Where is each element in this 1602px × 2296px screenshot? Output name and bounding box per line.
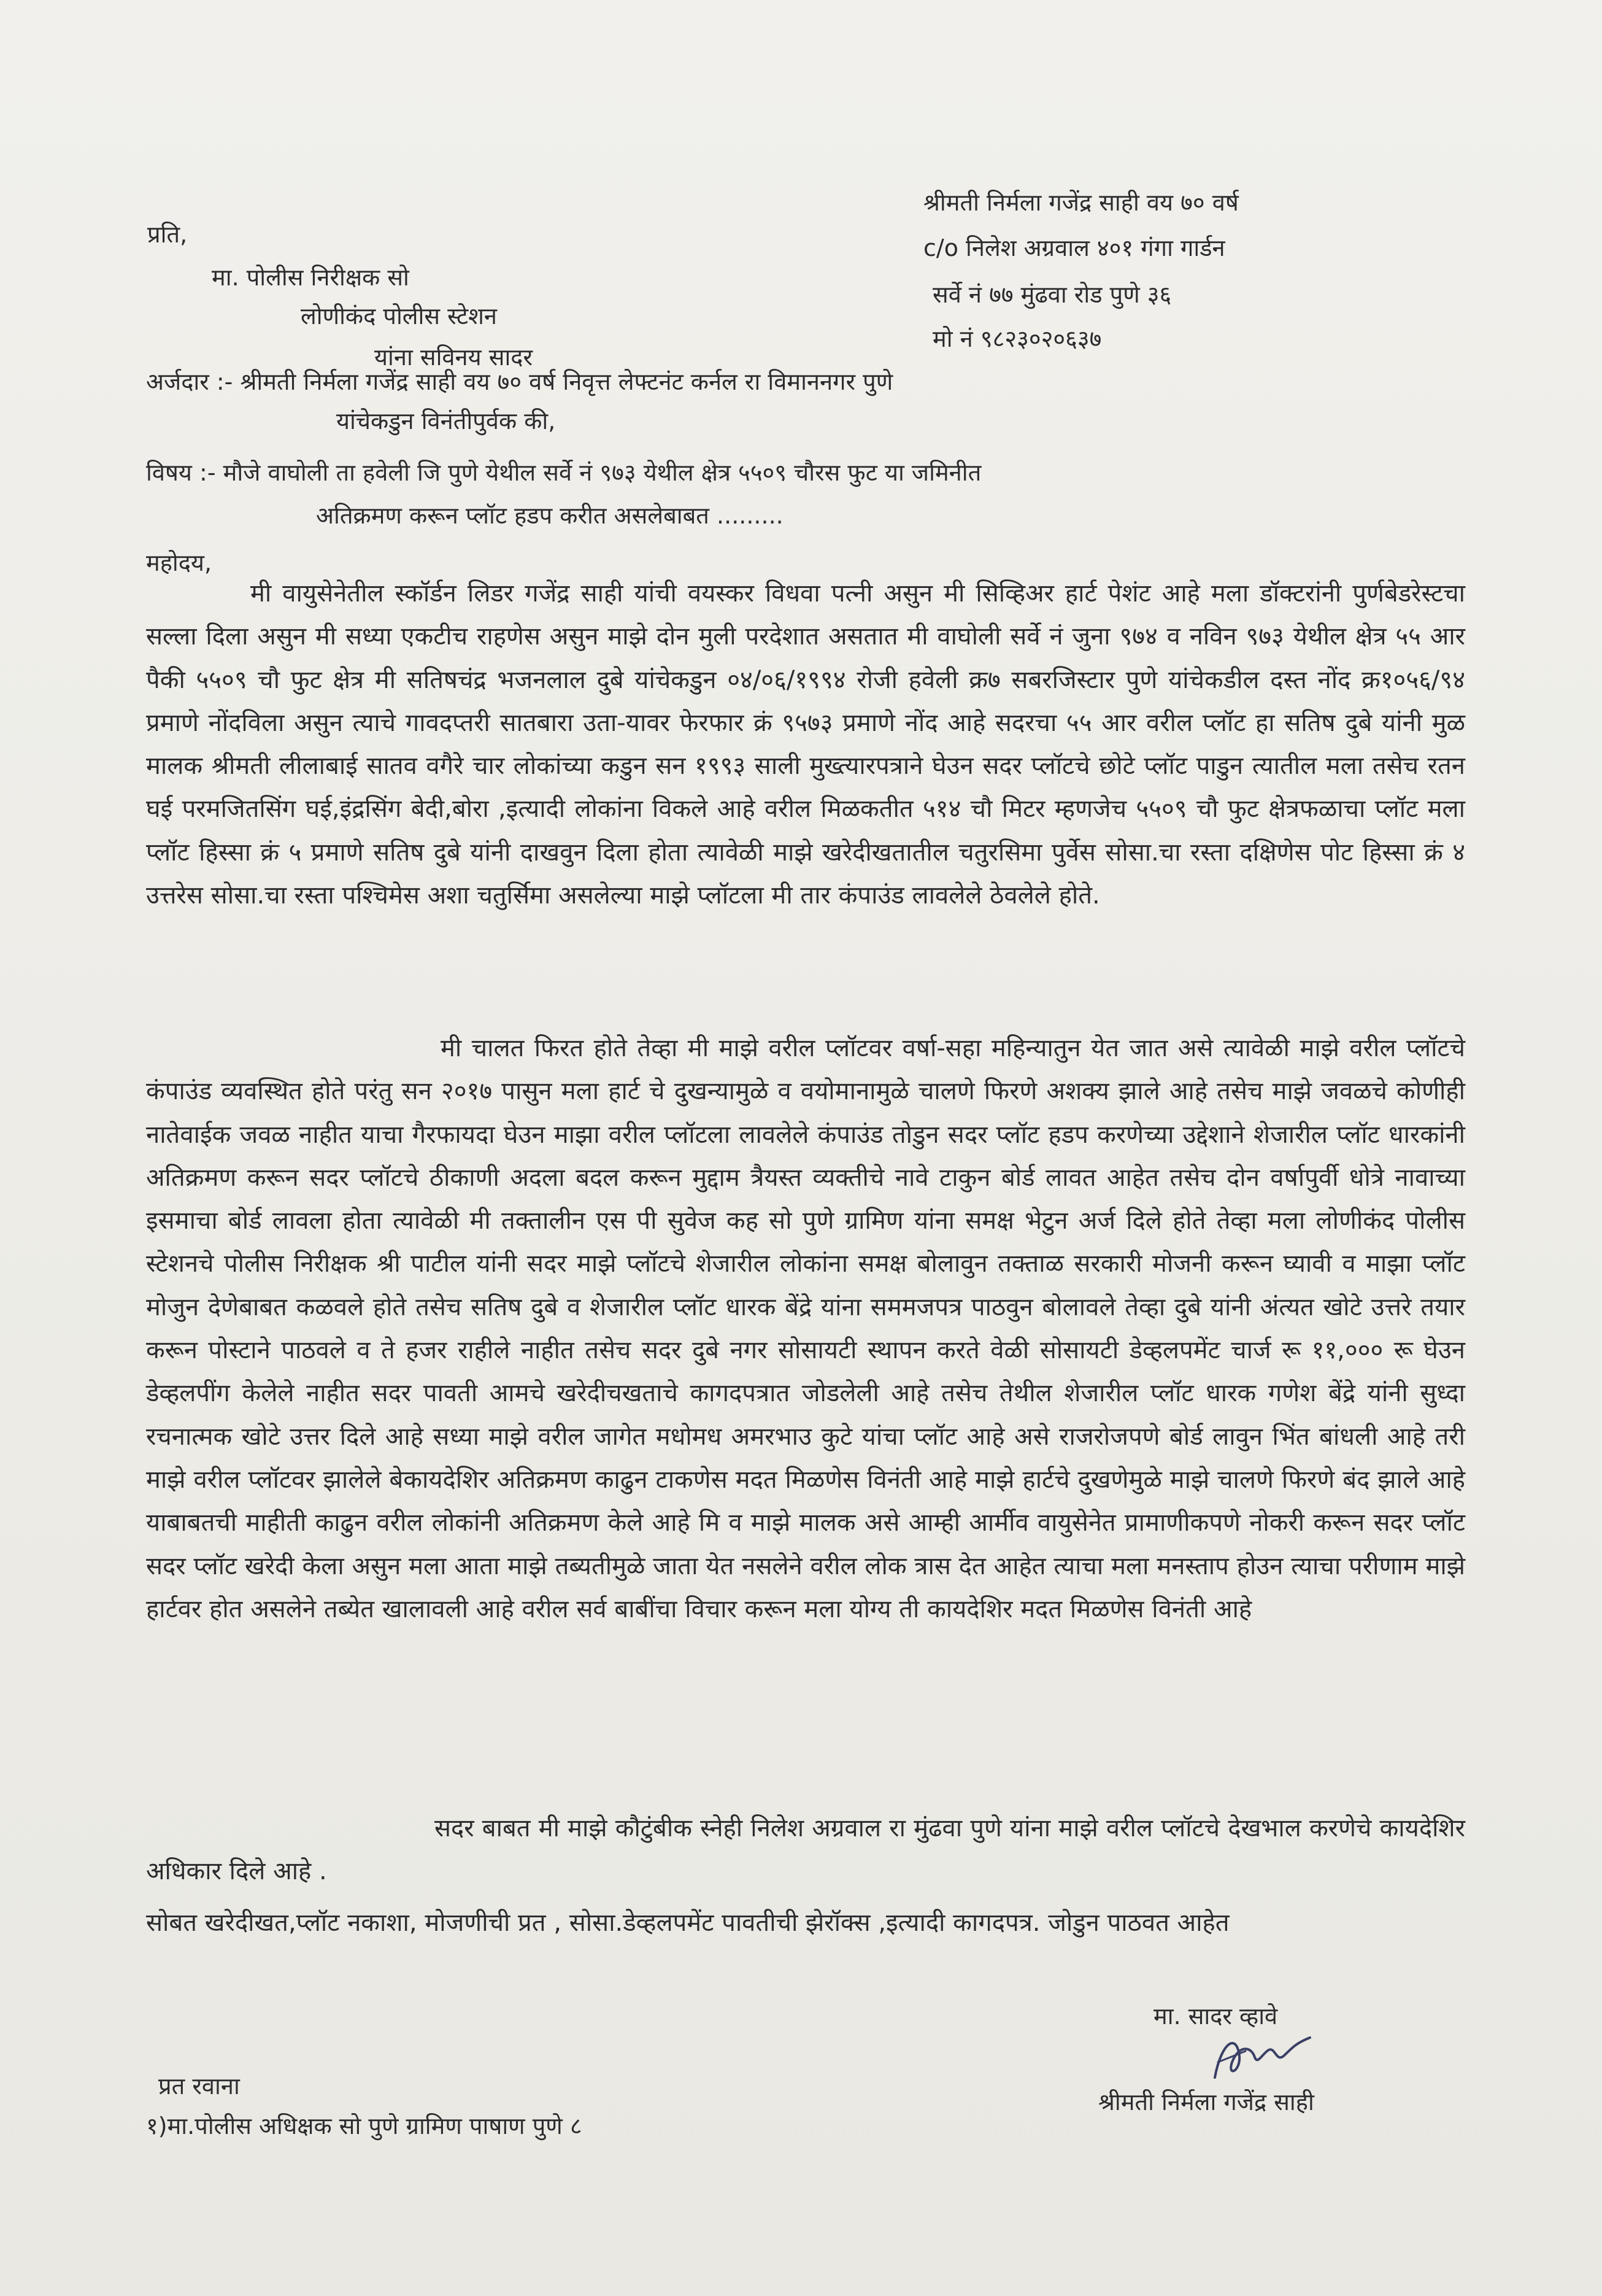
sender-line-1: श्रीमती निर्मला गजेंद्र साही वय ७० वर्ष — [923, 189, 1239, 216]
sender-line-2: c/o निलेश अग्रवाल ४०१ गंगा गार्डन — [923, 234, 1225, 261]
body-paragraph-4: सोबत खरेदीखत,प्लॉट नकाशा, मोजणीची प्रत , सोसा.डेव्हलपमेंट पावतीची झेरॉक्स ,इत्यादी कागदपत्र. जोडुन पाठवत आहेत — [146, 1909, 1230, 1937]
closing-text: मा. सादर व्हावे — [1153, 2003, 1278, 2030]
prati-label: प्रति, — [147, 221, 188, 248]
subject-line-1: विषय :- मौजे वाघोली ता हवेली जि पुणे येथील सर्वे नं ९७३ येथील क्षेत्र ५५०९ चौरस फुट या जमिनीत — [146, 459, 982, 486]
recipient-line-1: मा. पोलीस निरीक्षक सो — [212, 264, 409, 291]
copy-recipient-1: १)मा.पोलीस अधिक्षक सो पुणे ग्रामिण पाषाण पुणे ८ — [146, 2112, 582, 2139]
sender-phone: मो नं ९८२३०२०६३७ — [933, 325, 1102, 352]
handwritten-signature — [1203, 2019, 1319, 2087]
copy-label: प्रत रवाना — [158, 2073, 240, 2100]
recipient-line-3: यांना सविनय सादर — [374, 344, 533, 371]
body-paragraph-3: सदर बाबत मी माझे कौटुंबीक स्नेही निलेश अग्रवाल रा मुंढवा पुणे यांना माझे वरील प्लॉटचे देखभाल करणेचे कायदेशिर अधिकार दिले आहे . — [146, 1814, 1465, 1886]
applicant-line-1: अर्जदार :- श्रीमती निर्मला गजेंद्र साही वय ७० वर्ष निवृत्त लेफ्टनंट कर्नल रा विमाननगर पुणे — [146, 368, 893, 395]
body-paragraph-1: मी वायुसेनेतील स्कॉर्डन लिडर गजेंद्र साही यांची वयस्कर विधवा पत्नी असुन मी सिव्हिअर हार्ट पेशंट आहे मला डॉक्टरांनी पुर्णबेडरेस्टचा सल्ला दिला असुन मी सध्या एकटीच राहणेस असुन माझे दोन मुली परदेशात असतात मी वाघोली सर्वे नं जुना ९७४ व नविन ९७३ येथील क्षेत्र ५५ आर पैकी ५५०९ चौ फुट क्षेत्र मी सतिषचंद्र भजनलाल दुबे यांचेकडुन ०४/०६/१९९४ रोजी हवेली क्र७ सबरजिस्टार पुणे यांचेकडील दस्त नोंद क्र१०५६/९४ प्रमाणे नोंदविला असुन त्याचे गावदप्तरी सातबारा उता-यावर फेरफार क्रं ९५७३ प्रमाणे नोंद आहे सदरचा ५५ आर वरील प्लॉट हा सतिष दुबे यांनी मुळ मालक श्रीमती लीलाबाई सातव वगैरे चार लोकांच्या कडुन सन १९९३ साली मुख्त्यारपत्राने घेउन सदर प्लॉटचे छोटे प्लॉट पाडुन त्यातील मला तसेच रतन घई परमजितसिंग घई,इंद्रसिंग बेदी,बोरा ,इत्यादी लोकांना विकले आहे वरील मिळकतीत ५१४ चौ मिटर म्हणजेच ५५०९ चौ फुट क्षेत्रफळाचा प्लॉट मला प्लॉट हिस्सा क्रं ५ प्रमाणे सतिष दुबे यांनी दाखवुन दिला होता त्यावेळी माझे खरेदीखतातील चतुरसिमा पुर्वेस सोसा.चा रस्ता दक्षिणेस पोट हिस्सा क्रं ४ उत्तरेस सोसा.चा रस्ता पश्चिमेस अशा चतुर्सिमा असलेल्या माझे प्लॉटला मी तार कंपाउंड लावलेले ठेवलेले होते. — [146, 579, 1465, 910]
signatory-name: श्रीमती निर्मला गजेंद्र साही — [1098, 2089, 1314, 2116]
body-paragraph-2: मी चालत फिरत होते तेव्हा मी माझे वरील प्लॉटवर वर्षा-सहा महिन्यातुन येत जात असे त्यावेळी माझे वरील प्लॉटचे कंपाउंड व्यवस्थित होते परंतु सन २०१७ पासुन मला हार्ट चे दुखन्यामुळे व वयोमानामुळे चालणे फिरणे अशक्य झाले आहे तसेच माझे जवळचे कोणीही नातेवाईक जवळ नाहीत याचा गैरफायदा घेउन माझा वरील प्लॉटला लावलेले कंपाउंड तोडुन सदर प्लॉट हडप करणेच्या उद्देशाने शेजारील प्लॉट धारकांनी अतिक्रमण करून सदर प्लॉटचे ठीकाणी अदला बदल करून मुद्दाम त्रैयस्त व्यक्तीचे नावे टाकुन बोर्ड लावत आहेत तसेच दोन वर्षापुर्वी धोत्रे नावाच्या इसमाचा बोर्ड लावला होता त्यावेळी मी तक्तालीन एस पी सुवेज कह सो पुणे ग्रामिण यांना समक्ष भेटुन अर्ज दिले होते तेव्हा मला लोणीकंद पोलीस स्टेशनचे पोलीस निरीक्षक श्री पाटील यांनी सदर माझे प्लॉटचे शेजारील लोकांना समक्ष बोलावुन तक्ताळ सरकारी मोजनी करून घ्यावी व माझा प्लॉट मोजुन देणेबाबत कळवले होते तसेच सतिष दुबे व शेजारील प्लॉट धारक बेंद्रे यांना सममजपत्र पाठवुन बोलावले तेव्हा दुबे यांनी अंत्यत खोटे उत्तरे तयार करून पोस्टाने पाठवले व ते हजर राहीले नाहीत तसेच सदर दुबे नगर सोसायटी स्थापन करते वेळी सोसायटी डेव्हलपमेंट चार्ज रू ११,००० रू घेउन डेव्हलपींग केलेले नाहीत सदर पावती आमचे खरेदीचखताचे कागदपत्रात जोडलेली आहे तसेच तेथील शेजारील प्लॉट धारक गणेश बेंद्रे यांनी सुध्दा रचनात्मक खोटे उत्तर दिले आहे सध्या माझे वरील जागेत मधोमध अमरभाउ कुटे यांचा प्लॉट आहे असे राजरोजपणे बोर्ड लावुन भिंत बांधली आहे तरी माझे वरील प्लॉटवर झालेले बेकायदेशिर अतिक्रमण काढुन टाकणेस मदत मिळणेस विनंती आहे माझे हार्टचे दुखणेमुळे माझे चालणे फिरणे बंद झाले आहे याबाबतची माहीती काढुन वरील लोकांनी अतिक्रमण केले आहे मि व माझे मालक असे आम्ही आर्मीव वायुसेनेत प्रामाणीकपणे नोकरी करून सदर प्लॉट सदर प्लॉट खरेदी केला असुन मला आता माझे तब्यतीमुळे जाता येत नसलेने वरील लोक त्रास देत आहेत त्याचा मला मनस्ताप होउन त्याचा परीणाम माझे हार्टवर होत असलेने तब्येत खालावली आहे वरील सर्व बाबींचा विचार करून मला योग्य ती कायदेशिर मदत मिळणेस विनंती आहे — [146, 1034, 1465, 1623]
subject-line-2: अतिक्रमण करून प्लॉट हडप करीत असलेबाबत ......... — [316, 502, 784, 529]
recipient-line-2: लोणीकंद पोलीस स्टेशन — [301, 303, 498, 330]
sender-line-3: सर्वे नं ७७ मुंढवा रोड पुणे ३६ — [933, 281, 1172, 308]
salutation: महोदय, — [146, 549, 212, 576]
applicant-line-2: यांचेकडुन विनंतीपुर्वक की, — [336, 408, 556, 435]
